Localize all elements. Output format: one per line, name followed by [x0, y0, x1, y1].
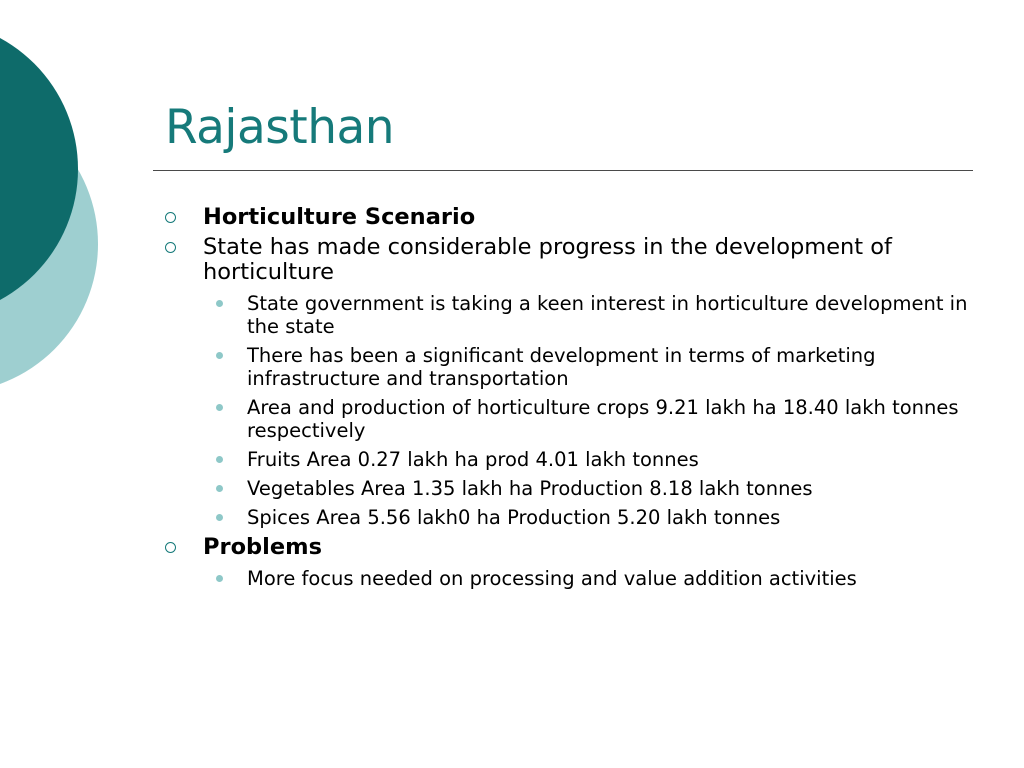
sub-bullet-text: Spices Area 5.56 lakh0 ha Production 5.20 lakh tonnes: [247, 506, 781, 529]
sub-bullet-marketing-infrastructure: [160, 344, 980, 390]
bullet-horticulture-scenario: [160, 205, 980, 230]
sub-bullet-text: State government is taking a keen interest in horticulture development in the state: [247, 292, 968, 338]
filled-dot-bullet-icon: [216, 485, 223, 492]
filled-dot-bullet-icon: [216, 575, 223, 582]
sub-bullet-processing: [160, 567, 980, 590]
filled-dot-bullet-icon: [216, 456, 223, 463]
filled-dot-bullet-icon: [216, 352, 223, 359]
bullet-problems: [160, 535, 980, 560]
sub-bullet-text: Area and production of horticulture crops 9.21 lakh ha 18.40 lakh tonnes respectively: [247, 396, 959, 442]
sub-bullet-spices: [160, 506, 980, 529]
sub-bullet-text: More focus needed on processing and value addition activities: [247, 567, 857, 590]
sub-bullet-text: There has been a significant development in terms of marketing infrastructure and transportation: [247, 344, 876, 390]
bullet-text: State has made considerable progress in the development of horticulture: [203, 234, 892, 285]
hollow-circle-bullet-icon: [165, 542, 176, 553]
sub-bullet-vegetables: [160, 477, 980, 500]
filled-dot-bullet-icon: [216, 300, 223, 307]
sub-bullet-text: Vegetables Area 1.35 lakh ha Production 8.18 lakh tonnes: [247, 477, 813, 500]
bullet-progress: [160, 235, 980, 285]
filled-dot-bullet-icon: [216, 514, 223, 521]
filled-dot-bullet-icon: [216, 404, 223, 411]
bullet-text: Problems: [203, 534, 322, 560]
slide-body: [160, 205, 980, 596]
sub-bullet-government-interest: [160, 292, 980, 338]
hollow-circle-bullet-icon: [165, 242, 176, 253]
hollow-circle-bullet-icon: [165, 212, 176, 223]
title-divider: [153, 170, 973, 171]
slide-title: Rajasthan: [165, 100, 395, 155]
bullet-text: Horticulture Scenario: [203, 204, 476, 230]
sub-bullet-fruits: [160, 448, 980, 471]
sub-bullet-area-production: [160, 396, 980, 442]
sub-bullet-text: Fruits Area 0.27 lakh ha prod 4.01 lakh tonnes: [247, 448, 699, 471]
